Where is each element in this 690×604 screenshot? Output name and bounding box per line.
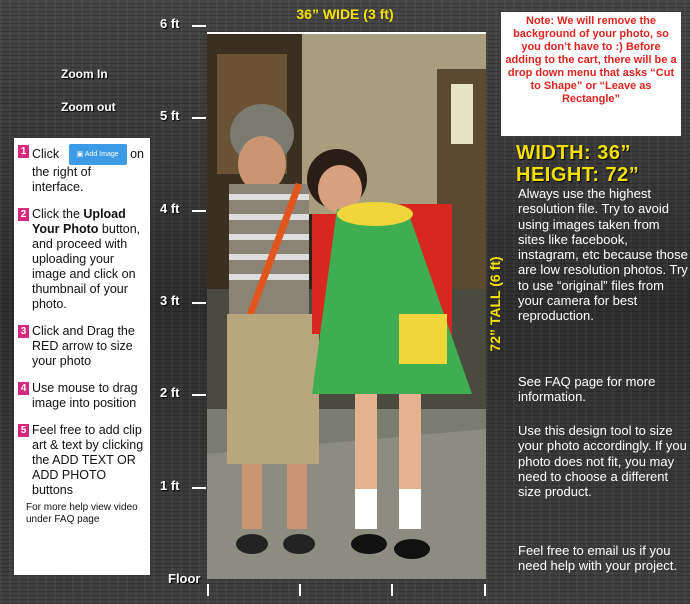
bottom-tick xyxy=(207,584,209,596)
step-text: Click xyxy=(32,146,60,161)
step-text-bold: Upload Your Photo xyxy=(32,207,126,236)
step-number-badge: 4 xyxy=(18,382,29,395)
step-number-badge: 5 xyxy=(18,424,29,437)
add-image-label: Add Image xyxy=(84,151,119,158)
help-note: For more help view video under FAQ page xyxy=(26,502,138,525)
ruler-1ft-mark xyxy=(192,487,206,489)
image-icon: ▣ xyxy=(76,151,85,158)
instruction-step-3 xyxy=(18,324,144,369)
ruler-5ft-mark xyxy=(192,117,206,119)
zoom-out-button[interactable]: Zoom out xyxy=(61,100,116,114)
instruction-step-4 xyxy=(18,381,144,411)
bottom-tick xyxy=(299,584,301,596)
instructions-panel xyxy=(14,138,150,575)
ruler-3ft-mark xyxy=(192,302,206,304)
faq-info: See FAQ page for more information. xyxy=(518,374,656,405)
step-text: Feel free to add clip art & text by clicking the ADD TEXT OR ADD PHOTO buttons xyxy=(32,423,144,497)
step-text: on the right of interface. xyxy=(32,146,145,194)
step-text: Click and Drag the RED arrow to size your photo xyxy=(32,324,135,368)
canvas-height-label: 72” TALL (6 ft) xyxy=(487,256,503,352)
ruler-floor-label: Floor xyxy=(168,571,201,586)
bottom-tick xyxy=(391,584,393,596)
ruler-2ft-label: 2 ft xyxy=(160,385,180,400)
ruler-2ft-mark xyxy=(192,394,206,396)
width-dimension-label: WIDTH: 36” xyxy=(516,142,631,164)
design-canvas[interactable] xyxy=(207,32,486,579)
resolution-tip: Always use the highest resolution file. Try to avoid using images taken from sites like facebook, instagram, etc because those are low resolution photos. Try to use “original” files from your camera for best reproduction. xyxy=(518,186,688,324)
step-text: button, and proceed with uploading your image and click on thumbnail of your photo. xyxy=(32,222,141,311)
height-dimension-label: HEIGHT: 72” xyxy=(516,164,640,186)
uploaded-photo[interactable] xyxy=(207,34,486,579)
add-image-button[interactable] xyxy=(69,144,127,165)
ruler-4ft-label: 4 ft xyxy=(160,201,180,216)
instruction-step-2 xyxy=(18,207,144,312)
step-number-badge: 3 xyxy=(18,325,29,338)
ruler-3ft-label: 3 ft xyxy=(160,293,180,308)
background-removal-note: Note: We will remove the background of your photo, so you don’t have to :) Before adding to the cart, there will be a drop down menu that asks “Cut to Shape” or “Leave as Rectangle” xyxy=(501,12,681,136)
instruction-step-1 xyxy=(18,144,144,195)
ruler-6ft-label: 6 ft xyxy=(160,16,180,31)
step-text: Use mouse to drag image into position xyxy=(32,381,138,410)
zoom-in-button[interactable]: Zoom In xyxy=(61,67,108,81)
step-text: Click the xyxy=(32,207,84,221)
email-help: Feel free to email us if you need help with your project. xyxy=(518,543,677,574)
ruler-4ft-mark xyxy=(192,210,206,212)
ruler-1ft-label: 1 ft xyxy=(160,478,180,493)
ruler-5ft-label: 5 ft xyxy=(160,108,180,123)
canvas-width-label: 36” WIDE (3 ft) xyxy=(296,6,394,22)
sizing-tip: Use this design tool to size your photo accordingly. If you photo does not fit, you may need to choose a different size product. xyxy=(518,423,687,500)
bottom-tick xyxy=(484,584,486,596)
step-number-badge: 1 xyxy=(18,145,29,158)
step-number-badge: 2 xyxy=(18,208,29,221)
ruler-6ft-mark xyxy=(192,25,206,27)
instruction-step-5 xyxy=(18,423,144,498)
